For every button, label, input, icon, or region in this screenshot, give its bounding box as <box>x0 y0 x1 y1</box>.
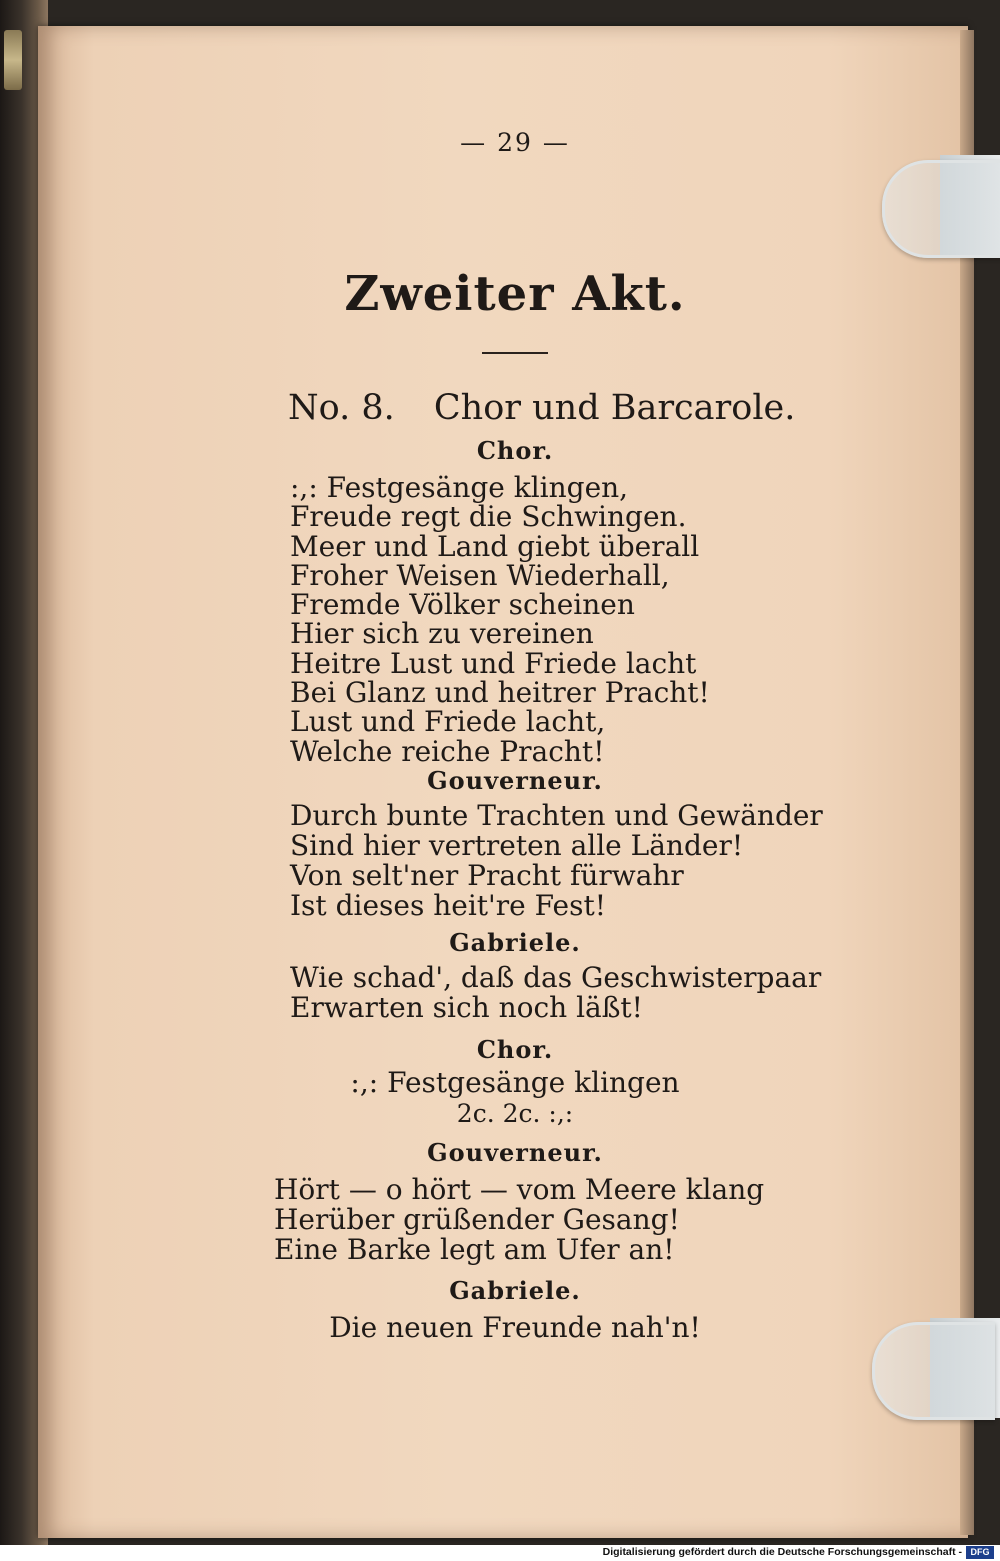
act-title: Zweiter Akt. <box>344 266 686 322</box>
verse-line: Wie schad', daß das Geschwisterpaar <box>290 961 822 994</box>
speaker-heading: Gabriele. <box>449 1276 581 1305</box>
verse-line: 2c. 2c. :,: <box>456 1099 574 1128</box>
verse-line: Hier sich zu vereinen <box>290 617 594 651</box>
spine-binding-mark <box>4 30 22 90</box>
verse-block <box>274 1175 764 1265</box>
verse-line: Froher Weisen Wiederhall, <box>290 558 670 592</box>
title-divider <box>482 352 548 354</box>
verse-line: :,: Festgesänge klingen, <box>290 471 629 504</box>
number-title: Chor und Barcarole. <box>433 388 796 428</box>
verse-block <box>290 963 821 1023</box>
verse-line: Sind hier vertreten alle Länder! <box>290 829 744 862</box>
verse-block <box>290 801 823 921</box>
verse-line: Durch bunte Trachten und Gewänder <box>290 799 823 832</box>
verse-line: Eine Barke legt am Ufer an! <box>274 1233 675 1266</box>
speaker-heading: Chor. <box>476 1035 554 1064</box>
verse-line: Fremde Völker scheinen <box>290 588 635 622</box>
footer-credit: Digitalisierung gefördert durch die Deutsche Forschungsgemeinschaft - <box>602 1546 962 1558</box>
verse-line: Heitre Lust und Friede lacht <box>290 646 697 680</box>
verse-line: :,: Festgesänge klingen <box>350 1066 680 1099</box>
verse-line: Hört — o hört — vom Meere klang <box>274 1173 765 1206</box>
dfg-logo: DFG <box>966 1546 994 1559</box>
paper-clip-top <box>882 160 1000 258</box>
verse-line: Erwarten sich noch läßt! <box>290 991 643 1024</box>
verse-line: Welche reiche Pracht! <box>290 734 605 768</box>
verse-line: Herüber grüßender Gesang! <box>274 1203 680 1236</box>
verse-line: Von selt'ner Pracht fürwahr <box>290 859 684 892</box>
speaker-heading: Gouverneur. <box>427 1138 603 1167</box>
verse-line: Freude regt die Schwingen. <box>290 500 687 534</box>
verse-line: Ist dieses heit're Fest! <box>290 889 606 922</box>
speaker-heading: Gouverneur. <box>427 766 603 795</box>
verse-line: Lust und Friede lacht, <box>290 705 606 739</box>
verse-line: Bei Glanz und heitrer Pracht! <box>290 676 710 710</box>
speaker-heading: Gabriele. <box>449 928 581 957</box>
speaker-heading: Chor. <box>476 436 554 465</box>
page-number: — 29 — <box>460 128 570 157</box>
number-heading <box>288 388 795 428</box>
verse-line: Die neuen Freunde nah'n! <box>329 1311 701 1344</box>
number-label: No. 8. <box>288 388 395 428</box>
verse-line: Meer und Land giebt überall <box>290 529 700 563</box>
verse-block <box>290 473 710 766</box>
